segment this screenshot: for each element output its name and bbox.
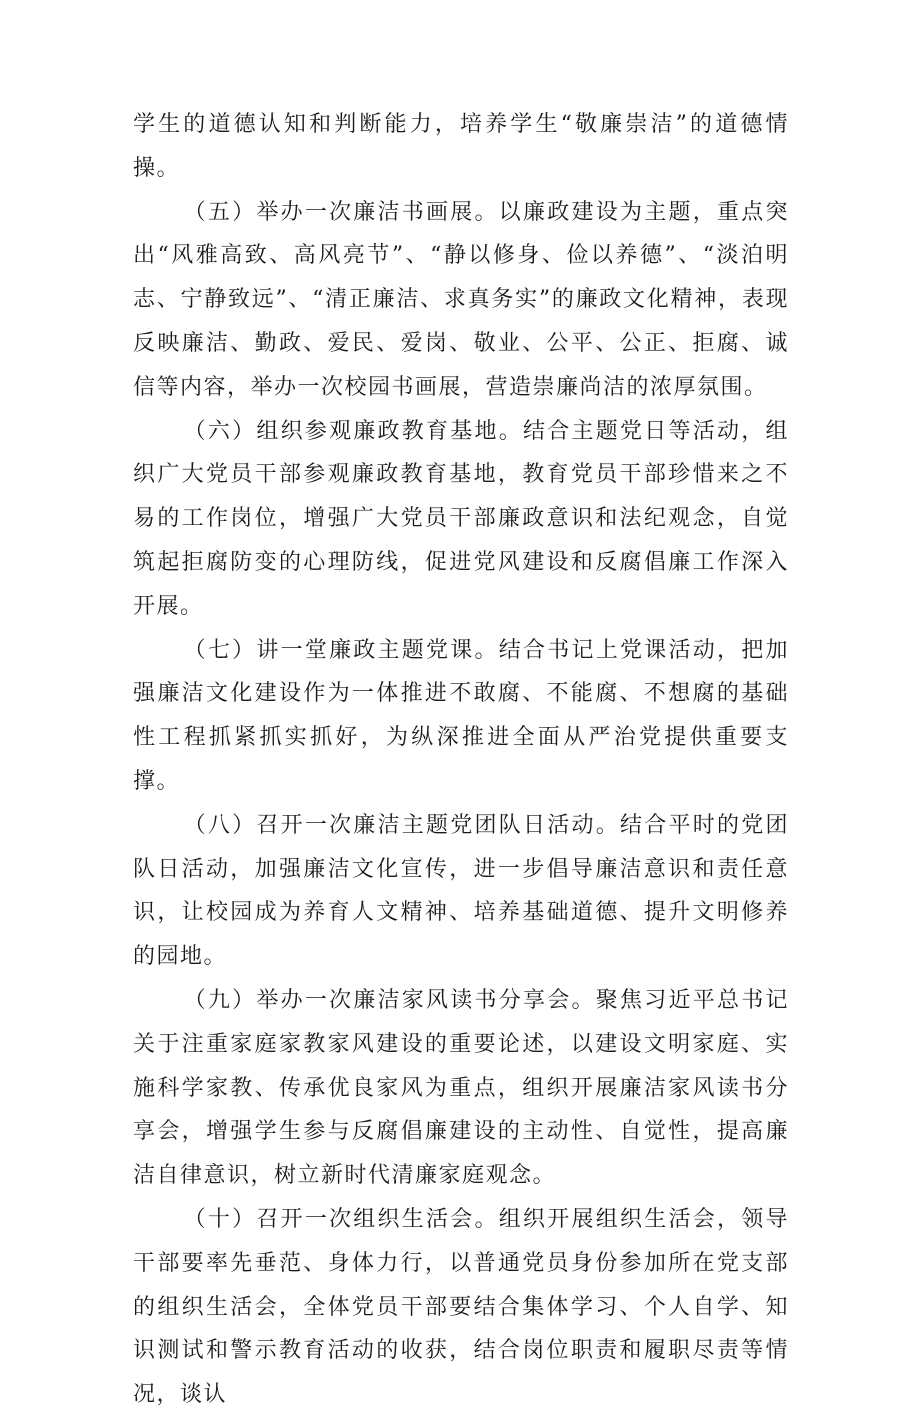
paragraph-item-8: （八）召开一次廉洁主题党团队日活动。结合平时的党团队日活动，加强廉洁文化宣传，进一步倡导廉洁意识和责任意识，让校园成为养育人文精神、培养基础道德、提升文明修养的园地。 <box>133 812 789 970</box>
paragraph-item-5: （五）举办一次廉洁书画展。以廉政建设为主题，重点突出“风雅高致、高风亮节”、“静以修身、俭以养德”、“淡泊明志、宁静致远”、“清正廉洁、求真务实”的廉政文化精神，表现反映廉洁、勤政、爱民、爱岗、敬业、公平、公正、拒腐、诚信等内容，举办一次校园书画展，营造崇廉尚洁的浓厚氛围。 <box>133 199 789 400</box>
paragraph-item-10: （十）召开一次组织生活会。组织开展组织生活会，领导干部要率先垂范、身体力行，以普通党员身份参加所在党支部的组织生活会，全体党员干部要结合集体学习、个人自学、知识测试和警示教育活动的收获，结合岗位职责和履职尽责等情况，谈认 <box>133 1206 789 1408</box>
paragraph-item-6: （六）组织参观廉政教育基地。结合主题党日等活动，组织广大党员干部参观廉政教育基地，教育党员干部珍惜来之不易的工作岗位，增强广大党员干部廉政意识和法纪观念，自觉筑起拒腐防变的心理防线，促进党风建设和反腐倡廉工作深入开展。 <box>133 418 789 619</box>
document-body <box>133 103 789 1417</box>
paragraph-item-7: （七）讲一堂廉政主题党课。结合书记上党课活动，把加强廉洁文化建设作为一体推进不敢腐、不能腐、不想腐的基础性工程抓紧抓实抓好，为纵深推进全面从严治党提供重要支撑。 <box>133 637 789 794</box>
paragraph-continuation: 学生的道德认知和判断能力，培养学生“敬廉崇洁”的道德情操。 <box>133 112 789 181</box>
paragraph-item-9: （九）举办一次廉洁家风读书分享会。聚焦习近平总书记关于注重家庭家教家风建设的重要论述，以建设文明家庭、实施科学家教、传承优良家风为重点，组织开展廉洁家风读书分享会，增强学生参与反腐倡廉建设的主动性、自觉性，提高廉洁自律意识，树立新时代清廉家庭观念。 <box>133 987 789 1189</box>
